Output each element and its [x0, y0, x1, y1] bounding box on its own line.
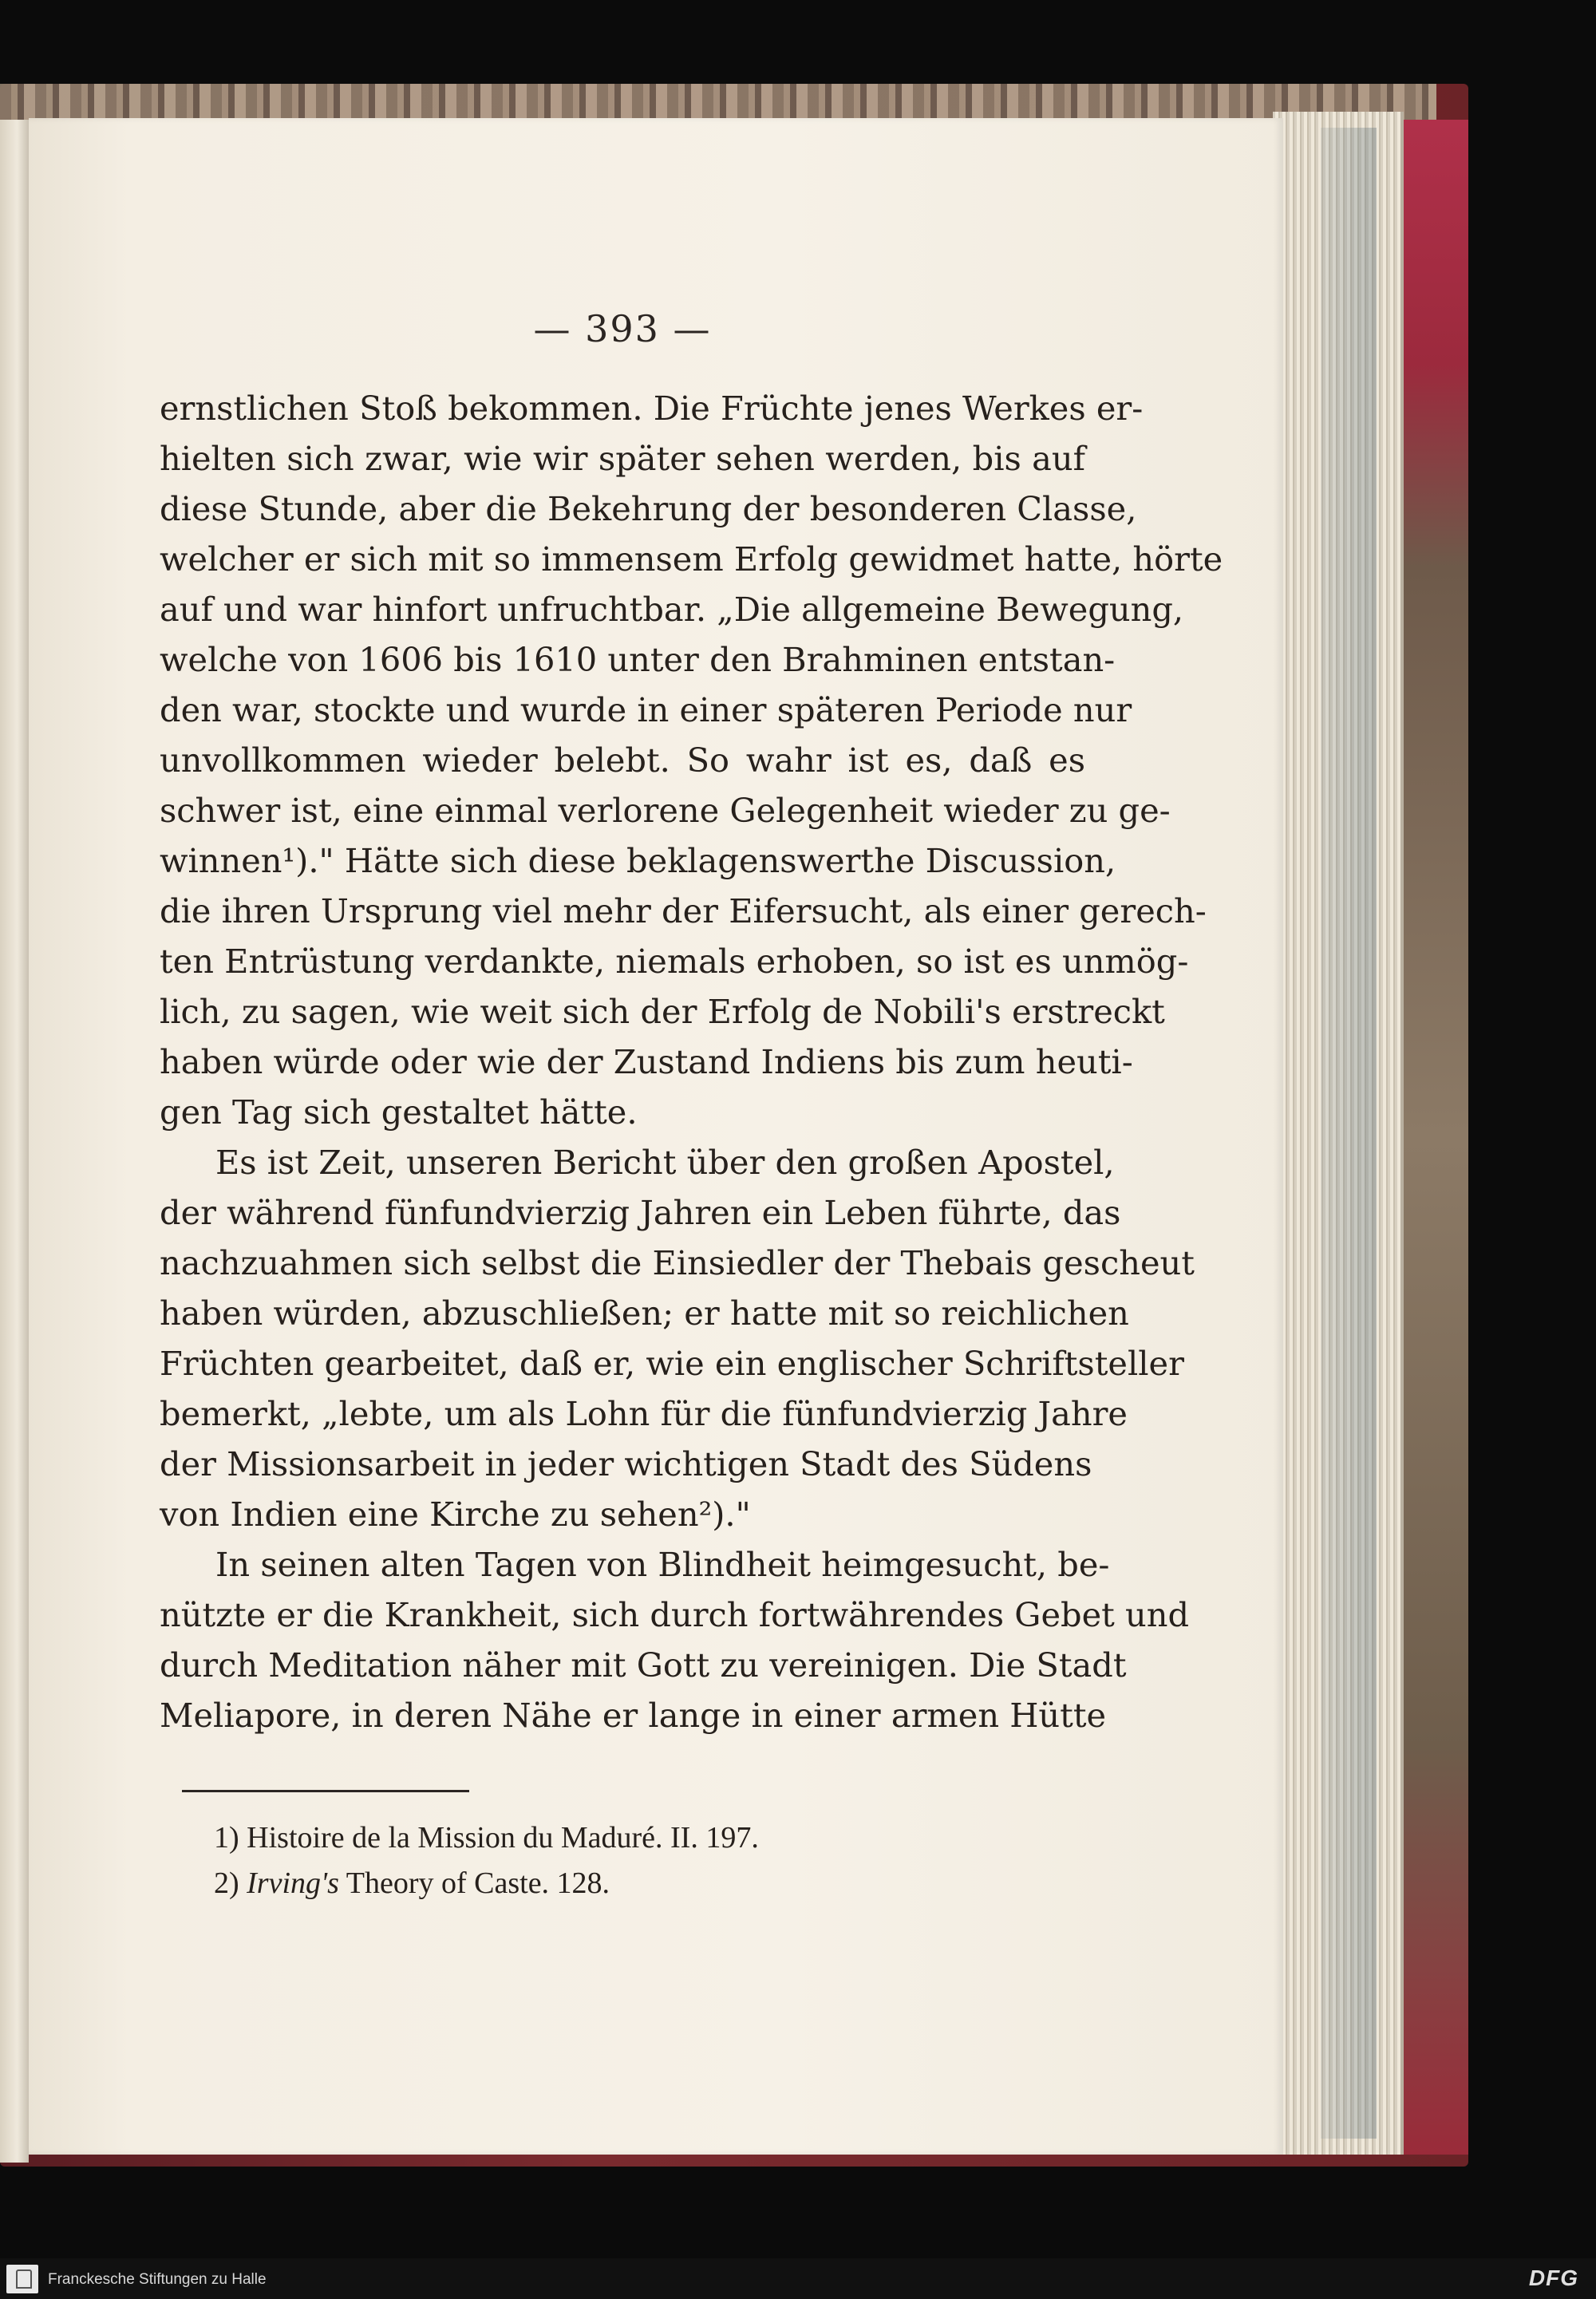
cover-top-edge [0, 84, 1436, 120]
text-line: haben würde oder wie der Zustand Indiens bis zum heuti- [160, 1042, 1133, 1081]
text-line: die ihren Ursprung viel mehr der Eifersucht, als einer gerech- [160, 891, 1207, 930]
text-line: nützte er die Krankheit, sich durch fortwährendes Gebet und [160, 1595, 1190, 1634]
footnote-2 [214, 1861, 1012, 1906]
footnote-rule [182, 1790, 469, 1792]
text-line: diese Stunde, aber die Bekehrung der besonderen Classe, [160, 489, 1137, 528]
text-line: von Indien eine Kirche zu sehen²)." [160, 1495, 751, 1534]
text-line: lich, zu sagen, wie weit sich der Erfolg de Nobili's erstreckt [160, 992, 1165, 1031]
text-line: hielten sich zwar, wie wir später sehen werden, bis auf [160, 439, 1085, 478]
page-block-shade [1321, 128, 1377, 2139]
text-line: In seinen alten Tagen von Blindheit heimgesucht, be- [215, 1545, 1110, 1584]
page-body-text [160, 383, 1223, 1740]
text-line: winnen¹)." Hätte sich diese beklagenswerthe Discussion, [160, 841, 1116, 880]
text-line: durch Meditation näher mit Gott zu vereinigen. Die Stadt [160, 1645, 1127, 1685]
text-line: haben würden, abzuschließen; er hatte mit so reichlichen [160, 1294, 1129, 1333]
text-line: schwer ist, eine einmal verlorene Gelegenheit wieder zu ge- [160, 791, 1171, 830]
viewer-footer [0, 2258, 1596, 2299]
text-line: Meliapore, in deren Nähe er lange in einer armen Hütte [160, 1696, 1107, 1735]
facing-page-edge [0, 120, 29, 2163]
text-line: unvollkommen wieder belebt. So wahr ist es, daß es [160, 741, 1085, 780]
text-line: Früchten gearbeitet, daß er, wie ein englischer Schriftsteller [160, 1344, 1184, 1383]
text-line: welcher er sich mit so immensem Erfolg gewidmet hatte, hörte [160, 539, 1223, 579]
text-line: der während fünfundvierzig Jahren ein Leben führte, das [160, 1193, 1121, 1232]
text-line: den war, stockte und wurde in einer späteren Periode nur [160, 690, 1132, 729]
text-line: auf und war hinfort unfruchtbar. „Die allgemeine Bewegung, [160, 590, 1184, 629]
dfg-logo: DFG [1528, 2265, 1578, 2290]
text-line: welche von 1606 bis 1610 unter den Brahminen entstan- [160, 640, 1116, 679]
institution-name: Franckesche Stiftungen zu Halle [48, 2271, 267, 2288]
footnote-2-number: 2) [214, 1866, 247, 1900]
footnote-1: 1) Histoire de la Mission du Maduré. II. 197. [214, 1821, 759, 1855]
text-line: ten Entrüstung verdankte, niemals erhoben, so ist es unmög- [160, 942, 1189, 981]
text-line: der Missionsarbeit in jeder wichtigen Stadt des Südens [160, 1444, 1092, 1483]
footnote-2-author: Irving's [247, 1866, 339, 1900]
text-line: ernstlichen Stoß bekommen. Die Früchte jenes Werkes er- [160, 389, 1144, 428]
footnote-2-title: Theory of Caste. 128. [338, 1866, 610, 1900]
text-line: gen Tag sich gestaltet hätte. [160, 1092, 638, 1132]
text-line: Es ist Zeit, unseren Bericht über den großen Apostel, [215, 1143, 1115, 1182]
text-line: nachzuahmen sich selbst die Einsiedler der Thebais gescheut [160, 1243, 1195, 1282]
institution-logo-icon [6, 2265, 38, 2293]
text-line: bemerkt, „lebte, um als Lohn für die fünfundvierzig Jahre [160, 1394, 1128, 1433]
page-number: — 393 — [533, 307, 712, 350]
footnotes [214, 1815, 1012, 1906]
